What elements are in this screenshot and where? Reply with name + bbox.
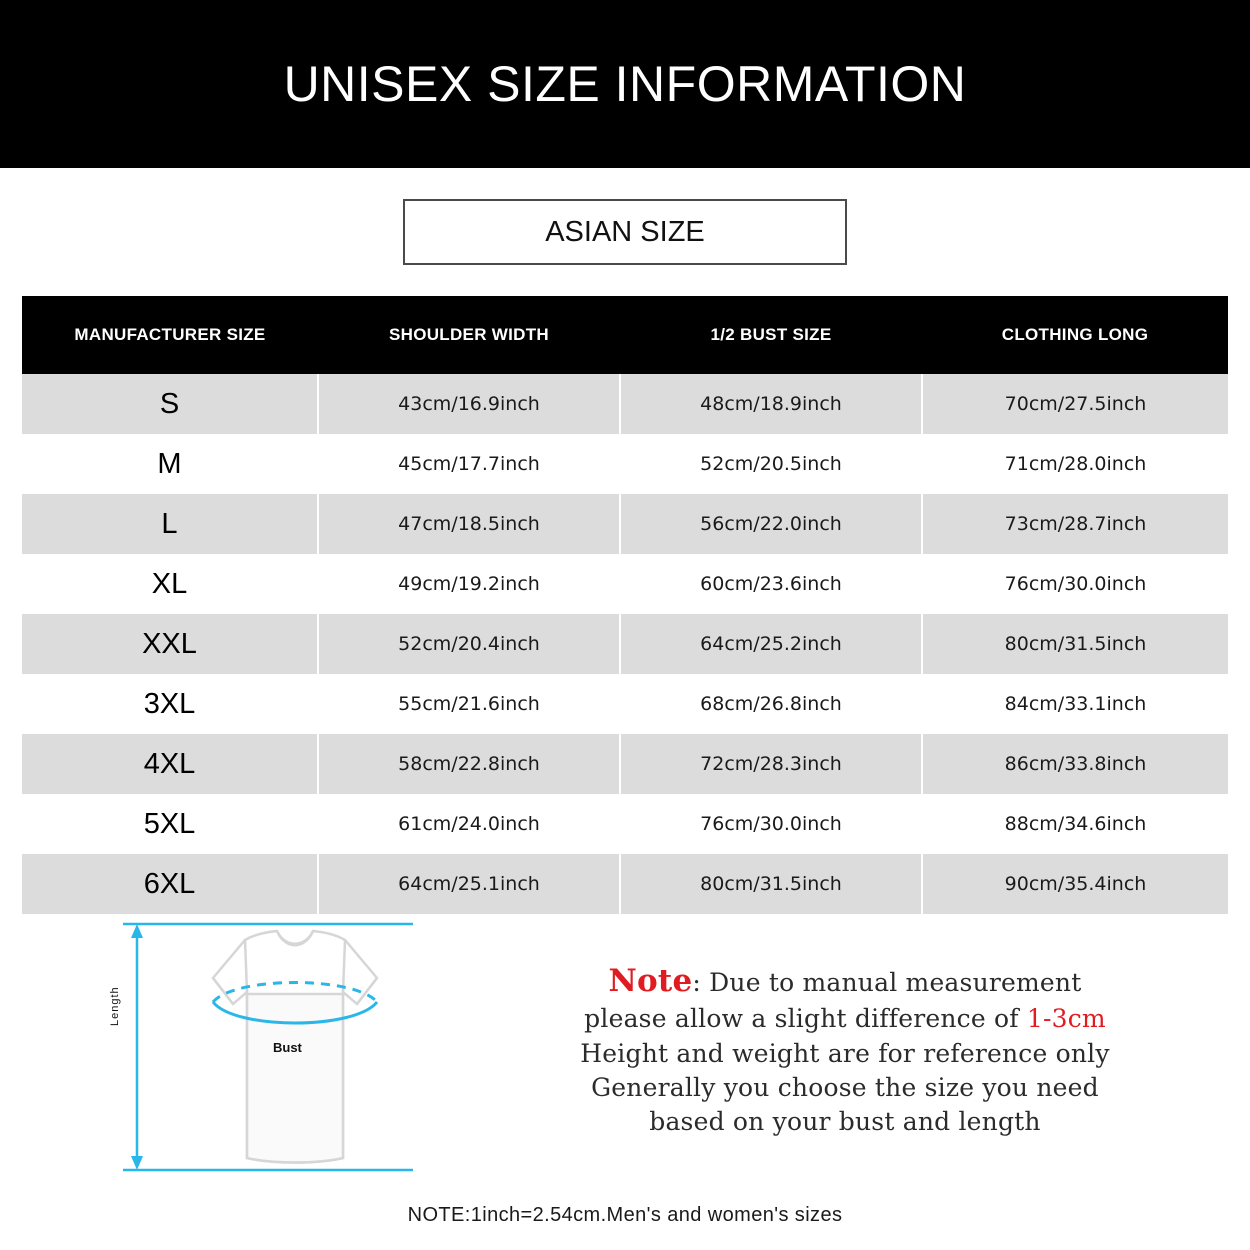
cell-size: 5XL [22, 794, 318, 854]
length-label: Length [109, 986, 121, 1026]
column-header-shoulder-width: SHOULDER WIDTH [318, 296, 620, 374]
cell-size: S [22, 374, 318, 434]
cell-shoulder: 64cm/25.1inch [318, 854, 620, 914]
table-row [22, 614, 1228, 674]
cell-bust: 56cm/22.0inch [620, 494, 922, 554]
table-row [22, 494, 1228, 554]
cell-length: 76cm/30.0inch [922, 554, 1228, 614]
cell-bust: 48cm/18.9inch [620, 374, 922, 434]
cell-length: 90cm/35.4inch [922, 854, 1228, 914]
bust-label: Bust [273, 1040, 302, 1055]
cell-length: 86cm/33.8inch [922, 734, 1228, 794]
cell-bust: 76cm/30.0inch [620, 794, 922, 854]
cell-length: 80cm/31.5inch [922, 614, 1228, 674]
note-line-1 [455, 960, 1235, 1002]
table-row [22, 734, 1228, 794]
cell-shoulder: 58cm/22.8inch [318, 734, 620, 794]
cell-size: 6XL [22, 854, 318, 914]
cell-length: 84cm/33.1inch [922, 674, 1228, 734]
note-line-2-text: please allow a slight difference of [584, 1004, 1027, 1034]
cell-length: 70cm/27.5inch [922, 374, 1228, 434]
cell-size: XXL [22, 614, 318, 674]
note-line-3: Height and weight are for reference only [580, 1038, 1110, 1068]
table-header [22, 296, 1228, 374]
note-keyword: Note [608, 963, 693, 999]
cell-size: XL [22, 554, 318, 614]
footer-note: NOTE:1inch=2.54cm.Men's and women's sizes [407, 1204, 843, 1226]
cell-size: M [22, 434, 318, 494]
cell-size: L [22, 494, 318, 554]
table-row [22, 854, 1228, 914]
cell-size: 4XL [22, 734, 318, 794]
bottom-section [0, 918, 1250, 1200]
cell-shoulder: 43cm/16.9inch [318, 374, 620, 434]
table-row [22, 674, 1228, 734]
tshirt-measurement-diagram [95, 918, 475, 1188]
cell-bust: 72cm/28.3inch [620, 734, 922, 794]
note-tolerance: 1-3cm [1026, 1004, 1106, 1034]
cell-length: 73cm/28.7inch [922, 494, 1228, 554]
table-row [22, 554, 1228, 614]
cell-bust: 64cm/25.2inch [620, 614, 922, 674]
asian-size-label: ASIAN SIZE [545, 215, 705, 248]
table-row [22, 794, 1228, 854]
note-block [455, 960, 1235, 1139]
size-table [22, 296, 1228, 914]
cell-shoulder: 47cm/18.5inch [318, 494, 620, 554]
note-line-1-rest: : Due to manual measurement [692, 968, 1082, 997]
column-header-manufacturer-size: MANUFACTURER SIZE [22, 296, 318, 374]
cell-bust: 68cm/26.8inch [620, 674, 922, 734]
cell-shoulder: 49cm/19.2inch [318, 554, 620, 614]
cell-length: 88cm/34.6inch [922, 794, 1228, 854]
cell-shoulder: 45cm/17.7inch [318, 434, 620, 494]
asian-size-box [403, 199, 847, 265]
table-row [22, 374, 1228, 434]
size-standard-section [0, 168, 1250, 296]
cell-length: 71cm/28.0inch [922, 434, 1228, 494]
cell-shoulder: 61cm/24.0inch [318, 794, 620, 854]
note-line-5: based on your bust and length [649, 1107, 1041, 1137]
cell-bust: 52cm/20.5inch [620, 434, 922, 494]
column-header-half-bust-size: 1/2 BUST SIZE [620, 296, 922, 374]
column-header-clothing-long: CLOTHING LONG [922, 296, 1228, 374]
header-banner [0, 0, 1250, 168]
table-row [22, 434, 1228, 494]
page-title: UNISEX SIZE INFORMATION [283, 56, 967, 112]
size-table-wrapper [0, 296, 1250, 914]
cell-bust: 60cm/23.6inch [620, 554, 922, 614]
note-line-4: Generally you choose the size you need [591, 1072, 1099, 1102]
table-header-row [22, 296, 1228, 374]
cell-shoulder: 55cm/21.6inch [318, 674, 620, 734]
note-line-2 [455, 1002, 1235, 1036]
cell-size: 3XL [22, 674, 318, 734]
table-body [22, 374, 1228, 914]
cell-shoulder: 52cm/20.4inch [318, 614, 620, 674]
cell-bust: 80cm/31.5inch [620, 854, 922, 914]
